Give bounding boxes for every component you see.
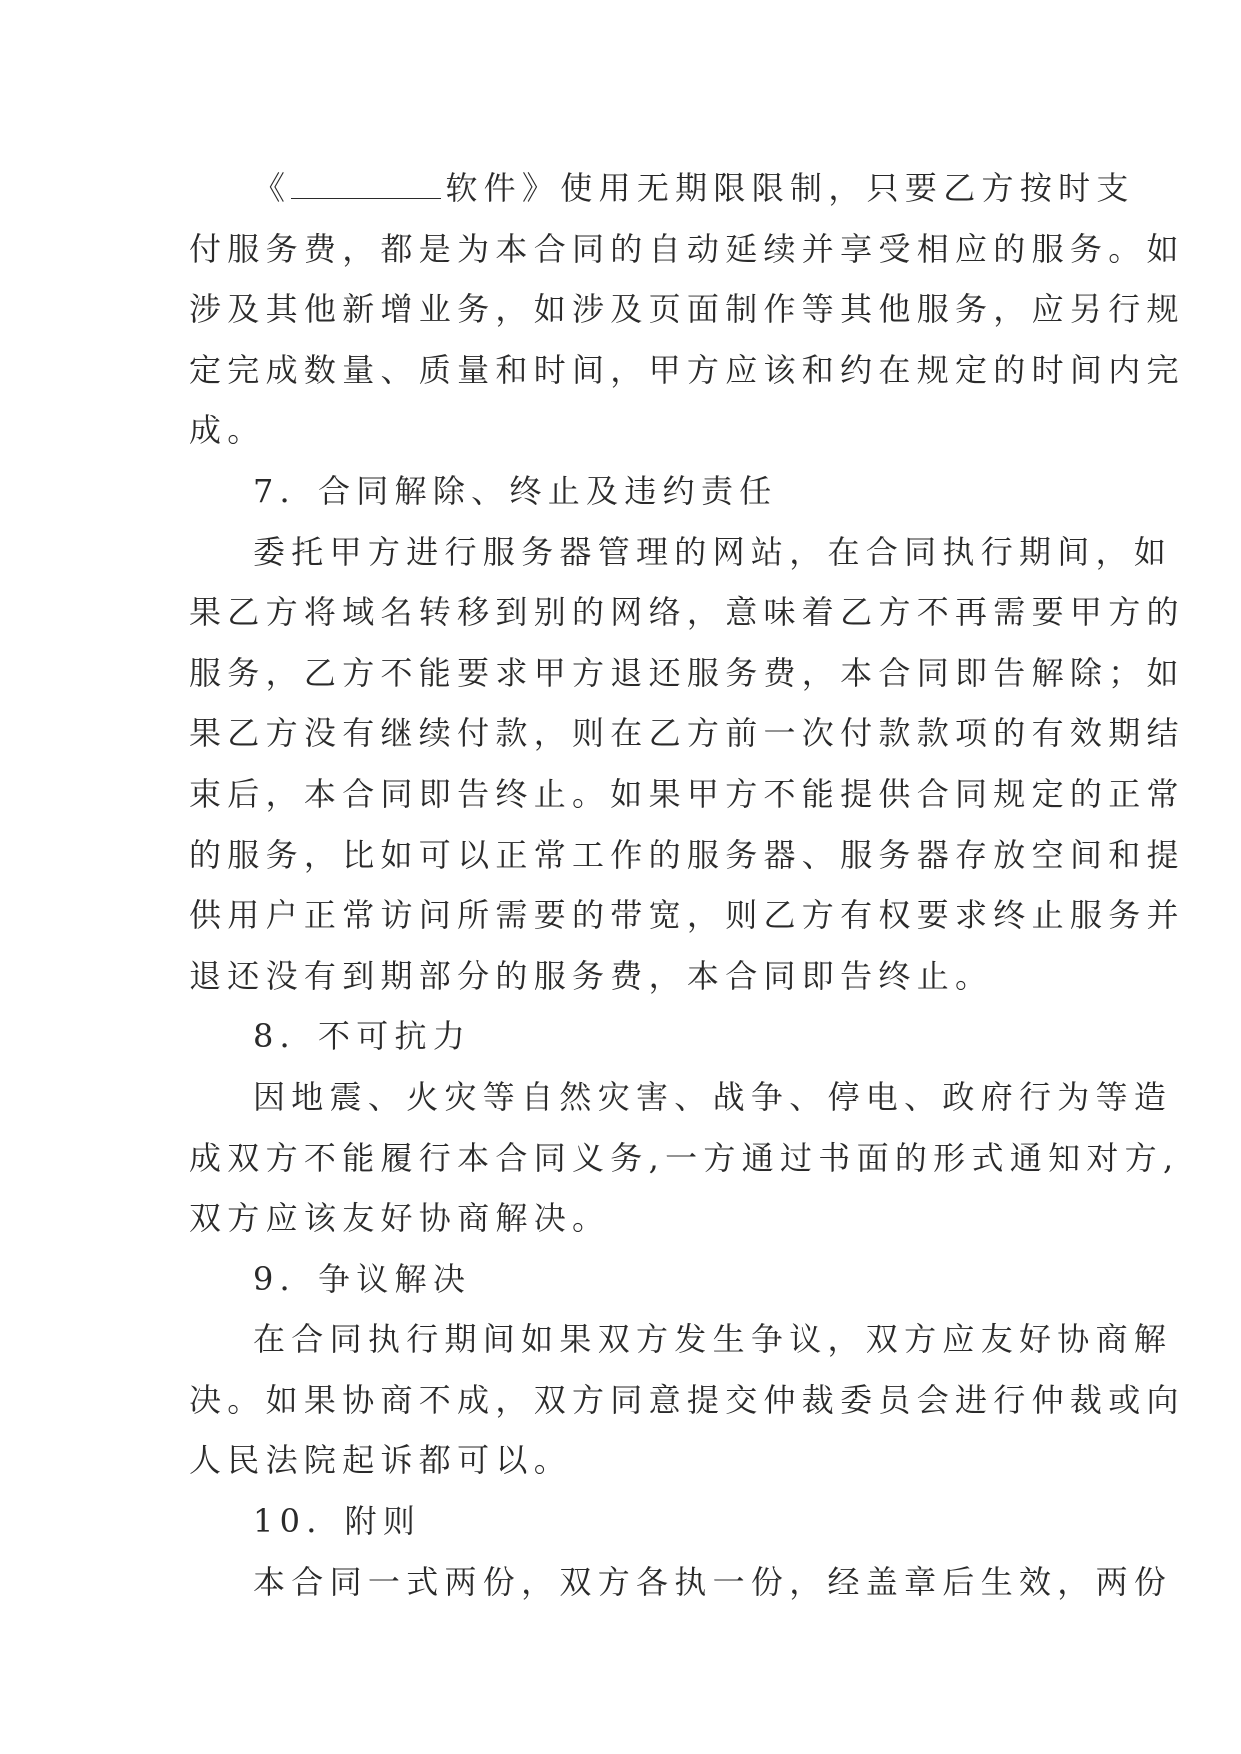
text-segment: 《 [253,169,292,207]
section-heading: 7．合同解除、终止及违约责任 [253,471,778,510]
section-heading: 8．不可抗力 [253,1017,472,1056]
paragraph-line: 付服务费，都是为本合同的自动延续并享受相应的服务。如 [189,229,1185,268]
paragraph-line: 在合同执行期间如果双方发生争议，双方应友好协商解 [253,1320,1173,1359]
text-segment: 软件》使用无期限限制，只要乙方按时支 [445,169,1135,207]
paragraph-line: 束后，本合同即告终止。如果甲方不能提供合同规定的正常 [189,774,1185,813]
paragraph-line: 服务，乙方不能要求甲方退还服务费，本合同即告解除；如 [189,653,1185,692]
paragraph-line: 的服务，比如可以正常工作的服务器、服务器存放空间和提 [189,835,1185,874]
paragraph-line: 双方应该友好协商解决。 [189,1199,611,1238]
paragraph-line: 果乙方将域名转移到别的网络，意味着乙方不再需要甲方的 [189,593,1185,632]
paragraph-line: 供用户正常访问所需要的带宽，则乙方有权要求终止服务并 [189,896,1185,935]
paragraph-line: 本合同一式两份，双方各执一份，经盖章后生效，两份 [253,1562,1173,1601]
paragraph-line: 因地震、火灾等自然灾害、战争、停电、政府行为等造 [253,1077,1173,1116]
paragraph-line: 人民法院起诉都可以。 [189,1441,573,1480]
document-page [189,158,1185,1612]
paragraph-line: 成双方不能履行本合同义务,一方通过书面的形式通知对方, [189,1138,1180,1177]
section-heading: 9．争议解决 [253,1259,472,1298]
paragraph-line: 委托甲方进行服务器管理的网站，在合同执行期间，如 [253,532,1173,571]
section-heading: 10．附则 [253,1502,422,1541]
blank-underline [291,168,441,199]
paragraph-line: 成。 [189,411,266,450]
paragraph-line: 定完成数量、质量和时间，甲方应该和约在规定的时间内完 [189,350,1185,389]
paragraph-line [189,158,1135,219]
paragraph-line: 决。如果协商不成，双方同意提交仲裁委员会进行仲裁或向 [189,1380,1185,1419]
paragraph-line: 果乙方没有继续付款，则在乙方前一次付款款项的有效期结 [189,714,1185,753]
paragraph-line: 涉及其他新增业务，如涉及页面制作等其他服务，应另行规 [189,290,1185,329]
paragraph-line: 退还没有到期部分的服务费，本合同即告终止。 [189,956,994,995]
